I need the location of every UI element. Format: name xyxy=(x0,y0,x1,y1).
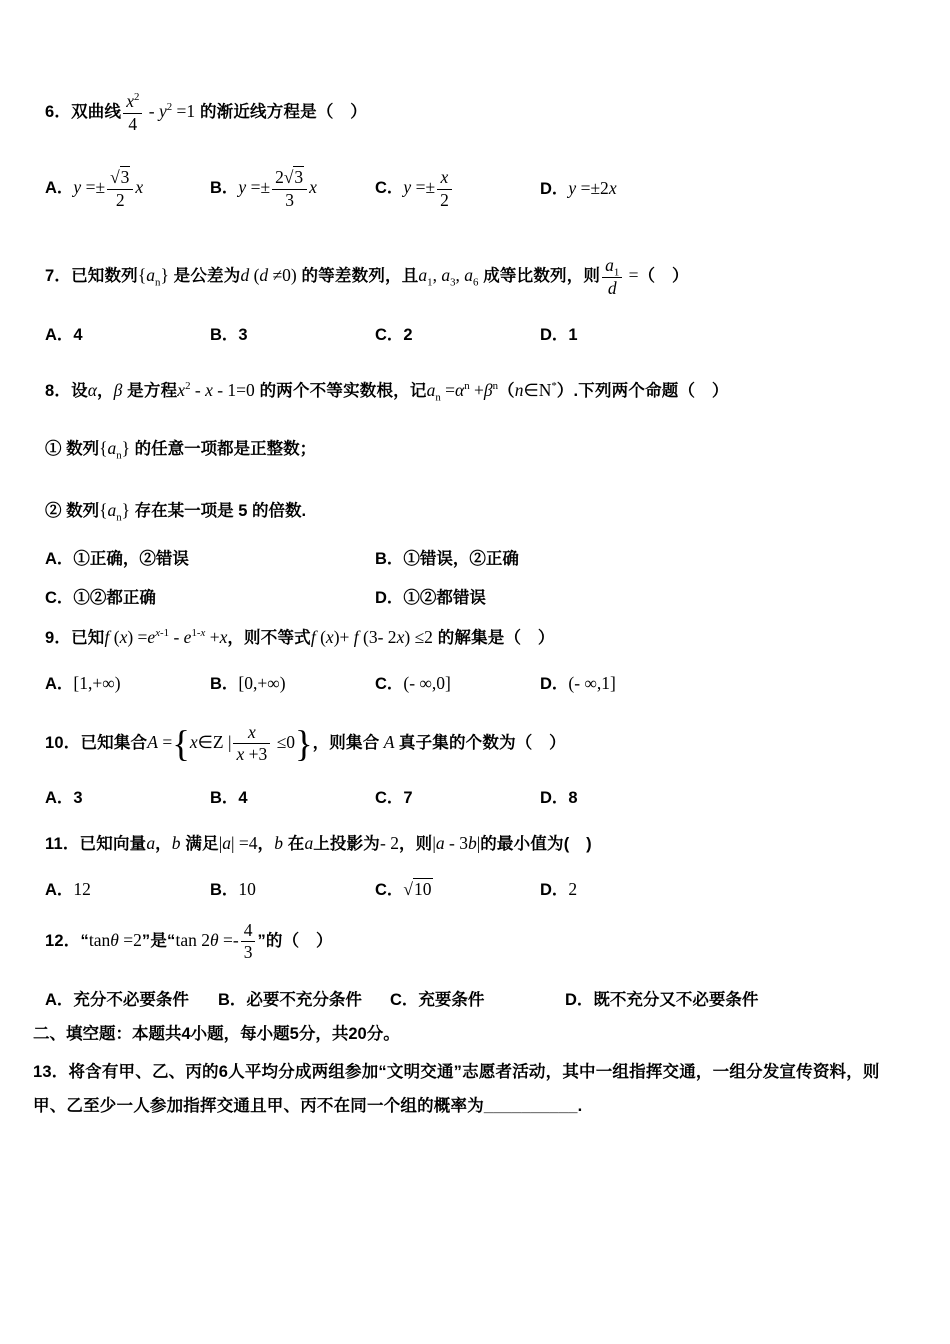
question-6 xyxy=(45,92,912,220)
question-subitem-1: ① 数列$\{a_n\}$ 的任意一项都是正整数； xyxy=(45,438,317,462)
option-D xyxy=(540,671,912,697)
option-label: A． xyxy=(45,326,74,345)
option-label: A． xyxy=(45,550,74,569)
question-13-text xyxy=(33,1055,912,1123)
question-12 xyxy=(45,921,912,1013)
option-value: 既不充分又不必要条件 xyxy=(593,990,759,1009)
option-value: ①错误，②正确 xyxy=(403,550,519,569)
option-B xyxy=(218,989,390,1013)
option-label: B． xyxy=(210,326,239,345)
option-A xyxy=(45,877,210,903)
option-label: B． xyxy=(375,550,404,569)
option-label: A． xyxy=(45,990,74,1009)
option-D xyxy=(540,787,912,811)
question-subitem-2: ② 数列$\{a_n\}$ 存在某一项是 5 的倍数. xyxy=(45,500,307,524)
option-value: [0,+∞) xyxy=(238,672,286,693)
question-stem: 11．已知向量a，b 满足|a| =4，b 在a上投影为- 2，则|a - 3b|的最小值为( ) xyxy=(45,832,592,853)
option-C xyxy=(375,168,540,210)
option-value: y =± $\frac{√3}{2}$ x xyxy=(73,167,144,210)
question-stem: 12．“tanθ =2”是“tan 2θ =- $\frac{4}{3}$ ”的（ ） xyxy=(45,919,333,963)
question-stem: 6．双曲线 $\frac{x^2}{4}$ - $y^2 =1$ 的渐近线方程是（ ） xyxy=(45,91,367,134)
options-row xyxy=(45,989,912,1013)
option-value: 3 xyxy=(238,326,248,345)
option-value: 4 xyxy=(238,788,248,807)
option-label: C． xyxy=(375,674,404,693)
option-value: [1,+∞) xyxy=(73,672,121,693)
option-label: C． xyxy=(375,788,404,807)
option-A xyxy=(45,324,210,348)
text-line: 甲、乙至少一人参加指挥交通且甲、丙不在同一个组的概率为__________. xyxy=(33,1096,583,1115)
option-B xyxy=(210,324,375,348)
section-header: 二、填空题：本题共4小题，每小题5分，共20分。 xyxy=(33,1024,400,1043)
question-stem: 8．设α，β 是方程$x^2 - x - 1=0$ 的两个不等实数根，记$a_n =\alpha^n$ $+\beta^n(n\in N^*)$.下列两个命题（ ） xyxy=(45,380,729,404)
question-9 xyxy=(45,625,912,697)
question-7 xyxy=(45,256,912,348)
option-value: √10 xyxy=(403,878,432,899)
option-label: B． xyxy=(210,788,239,807)
option-value: 8 xyxy=(568,788,578,807)
option-value: y =± $\frac{2√3}{3}$ x xyxy=(238,167,317,210)
question-11 xyxy=(45,831,912,903)
option-label: D． xyxy=(540,180,569,199)
option-D xyxy=(540,877,912,903)
option-label: A． xyxy=(45,179,74,198)
question-stem: 7．已知数列$\{a_n\}$ 是公差为d (d ≠0) 的等差数列，且$a_1$, $a_3$, $a_6$ 成等比数列，则 $\frac{a_1}{d}$ =（ ） xyxy=(45,255,689,298)
option-label: C． xyxy=(375,880,404,899)
option-label: D． xyxy=(540,326,569,345)
option-label: D． xyxy=(540,880,569,899)
option-label: C． xyxy=(390,990,419,1009)
option-label: B． xyxy=(210,880,239,899)
option-B xyxy=(210,787,375,811)
option-C xyxy=(375,671,540,697)
option-label: A． xyxy=(45,674,74,693)
option-label: C． xyxy=(45,588,74,607)
option-value: y =±2x xyxy=(568,178,617,199)
options-row xyxy=(45,877,912,903)
option-label: B． xyxy=(210,179,239,198)
option-value: 12 xyxy=(73,878,91,899)
options-row xyxy=(45,787,912,811)
option-label: D． xyxy=(540,674,569,693)
question-stem: 10．已知集合A ={x∈Z | $\frac{x}{x +3}$ ≤0}，则集合 A 真子集的个数为（ ） xyxy=(45,721,566,765)
option-value: y =± $\frac{x}{2}$ xyxy=(403,179,453,197)
option-label: D． xyxy=(540,788,569,807)
question-8 xyxy=(45,378,912,611)
option-label: D． xyxy=(565,990,594,1009)
option-value: 1 xyxy=(568,326,578,345)
option-B xyxy=(210,168,375,210)
option-label: C． xyxy=(375,326,404,345)
option-A xyxy=(45,989,218,1013)
option-label: B． xyxy=(210,674,239,693)
option-label: A． xyxy=(45,880,74,899)
option-label: A． xyxy=(45,788,74,807)
option-D xyxy=(540,176,912,202)
options-row xyxy=(45,324,912,348)
option-value: 充分不必要条件 xyxy=(73,990,189,1009)
option-C xyxy=(390,989,565,1013)
option-B xyxy=(210,671,375,697)
option-A xyxy=(45,548,375,572)
option-value: 必要不充分条件 xyxy=(246,990,362,1009)
option-value: 7 xyxy=(403,788,413,807)
option-value: 4 xyxy=(73,326,83,345)
text-line: 13．将含有甲、乙、丙的6人平均分成两组参加“文明交通”志愿者活动，其中一组指挥交通，一组分发宣传资料，则 xyxy=(33,1062,880,1081)
option-A xyxy=(45,671,210,697)
option-A xyxy=(45,787,210,811)
question-10 xyxy=(45,723,912,811)
option-C xyxy=(375,877,540,903)
option-C xyxy=(45,587,375,611)
options-row xyxy=(45,158,912,220)
option-C xyxy=(375,324,540,348)
option-D xyxy=(375,587,912,611)
option-label: D． xyxy=(375,588,404,607)
options-row xyxy=(45,548,912,611)
option-label: B． xyxy=(218,990,247,1009)
option-value: (- ∞,1] xyxy=(568,672,616,693)
options-row xyxy=(45,671,912,697)
option-value: 充要条件 xyxy=(418,990,485,1009)
option-value: 2 xyxy=(403,326,413,345)
option-B xyxy=(210,877,375,903)
option-value: ①正确，②错误 xyxy=(73,550,189,569)
option-value: 2 xyxy=(568,878,578,899)
question-stem: 9．已知f $(x) =e^{x-1} - e^{1-x} +x$，则不等式f (x)+ f (3- 2x) ≤2 的解集是（ ） xyxy=(45,626,555,647)
option-label: C． xyxy=(375,179,404,198)
option-value: (- ∞,0] xyxy=(403,672,451,693)
option-value: 10 xyxy=(238,878,256,899)
option-value: ①②都错误 xyxy=(403,588,486,607)
option-D xyxy=(540,324,912,348)
option-value: 3 xyxy=(73,788,83,807)
option-B xyxy=(375,548,912,572)
option-D xyxy=(565,989,912,1013)
option-value: ①②都正确 xyxy=(73,588,156,607)
option-A xyxy=(45,168,210,210)
option-C xyxy=(375,787,540,811)
